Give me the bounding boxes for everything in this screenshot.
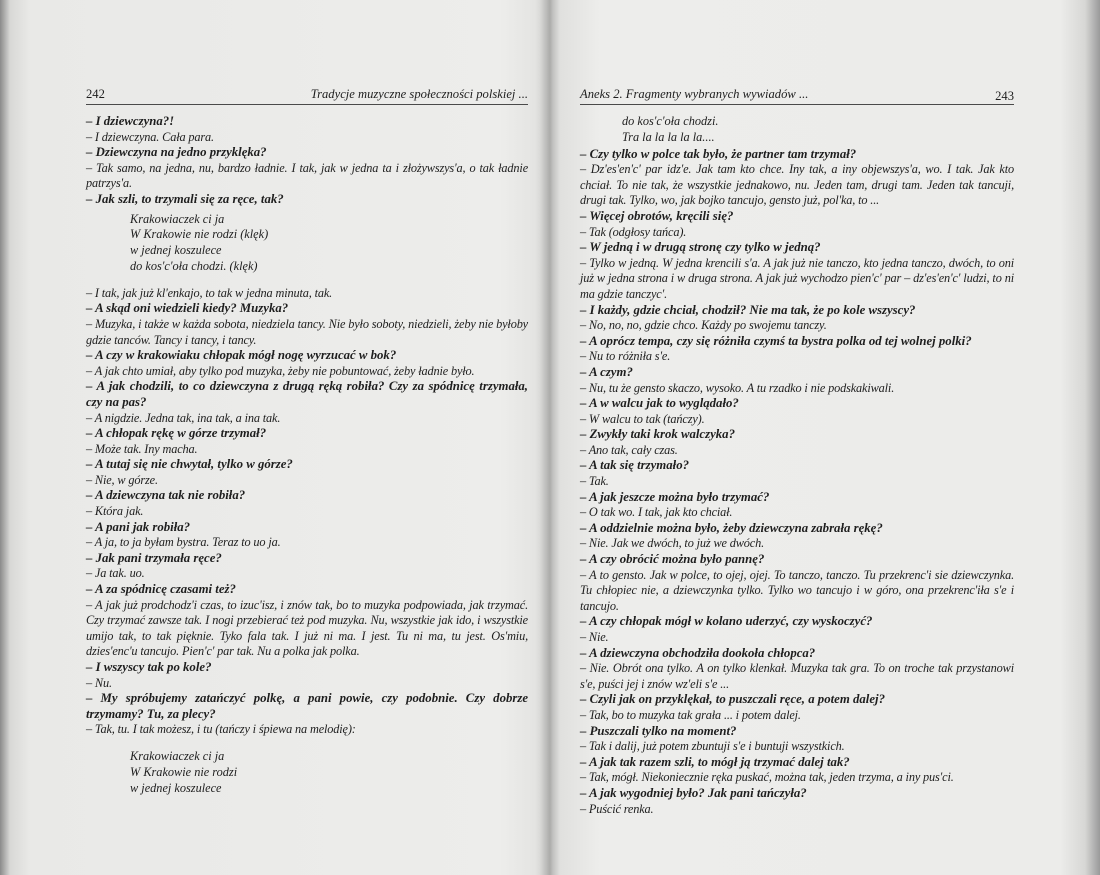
interviewer-question: – A oddzielnie można było, żeby dziewczyna zabrała rękę? <box>580 520 883 535</box>
respondent-answer: – No, no, no, gdzie chco. Każdy po swojemu tanczy. <box>580 318 827 333</box>
interviewer-question: – A dziewczyna obchodziła dookoła chłopca? <box>580 645 816 660</box>
book-gutter <box>540 0 560 875</box>
interviewer-question: – A skąd oni wiedzieli kiedy? Muzyka? <box>86 301 289 316</box>
interviewer-question: – Czy tylko w polce tak było, że partner tam trzymał? <box>580 146 857 161</box>
interviewer-question: – A pani jak robiła? <box>86 519 191 534</box>
respondent-answer: – Ja tak. uo. <box>86 566 145 581</box>
page-header <box>86 86 528 105</box>
interviewer-question: – A czy obrócić można było pannę? <box>580 552 765 567</box>
interviewer-question: – A jak tak razem szli, to mógł ją trzymać dalej tak? <box>580 754 850 769</box>
respondent-answer: – I dziewczyna. Cała para. <box>86 129 214 144</box>
interviewer-question: – Zwykły taki krok walczyka? <box>580 427 735 442</box>
respondent-answer: – Tak, tu. I tak możesz, i tu (tańczy i śpiewa na melodię): <box>86 722 356 737</box>
respondent-answer: – Tak. <box>580 474 609 489</box>
interviewer-question: – Więcej obrotów, kręcili się? <box>580 208 734 223</box>
respondent-answer: – Puścić renka. <box>580 801 654 816</box>
interviewer-question: – A dziewczyna tak nie robiła? <box>86 488 246 503</box>
running-title: Tradycje muzyczne społeczności polskiej ... <box>310 87 528 101</box>
interviewer-question: – A tutaj się nie chwytał, tylko w górze? <box>86 457 293 472</box>
page-body <box>86 114 528 796</box>
respondent-answer: – Dz'es'en'c' par idz'e. Jak tam kto chce. Iny tak, a iny objewszys'a, wo. I tak. Jak kto chciał. To nie tak, że wszystkie jednakowo, nu. Jeden tam, drugi tam. Jeden tak tancuji, drugi tak. Tylko, wo, jak bojko tancujo, gensto już, pol'ka, to ... <box>580 162 1014 208</box>
page-header <box>580 86 1014 105</box>
song-line: Krakowiaczek ci ja <box>130 211 225 226</box>
song-line: W Krakowie nie rodzi <box>130 764 238 779</box>
respondent-answer: – Nu. <box>86 675 112 690</box>
page-body <box>580 114 1014 817</box>
interviewer-question: – A tak się trzymało? <box>580 458 690 473</box>
respondent-answer: – A to gensto. Jak w polce, to ojej, ojej. To tanczo, tanczo. Tu przekrenc'i sie dziewczynka. Tu chłopiec nie, a dziewczynka tylko. Tylko wo tancujo i w góro, ona przekrenc'iła s'e i tancujo. <box>580 567 1014 613</box>
interviewer-question: – A chłopak rękę w górze trzymał? <box>86 426 267 441</box>
song-line: do kos'c'oła chodzi. (klęk) <box>130 258 258 273</box>
page-number: 242 <box>86 87 105 101</box>
respondent-answer: – Nie. Obrót ona tylko. A on tylko klenkał. Muzyka tak gra. To on troche tak przystanowi s'e, puści jej i znów wz'eli s'e ... <box>580 661 1014 691</box>
respondent-answer: – A ja, to ja byłam bystra. Teraz to uo ja. <box>86 535 281 550</box>
left-page <box>0 0 540 875</box>
respondent-answer: – Tak (odgłosy tańca). <box>580 224 687 239</box>
interview-block <box>580 147 1014 818</box>
interviewer-question: – A czym? <box>580 364 633 379</box>
respondent-answer: – I tak, jak już kl'enkajo, to tak w jedna minuta, tak. <box>86 285 333 300</box>
respondent-answer: – Nie. <box>580 630 609 644</box>
respondent-answer: – A nigdzie. Jedna tak, ina tak, a ina tak. <box>86 410 281 425</box>
respondent-answer: – Tak, mógł. Niekoniecznie ręka puskać, można tak, jeden trzyma, a iny pus'ci. <box>580 770 954 785</box>
song-verse <box>86 212 528 275</box>
respondent-answer: – Nu, tu że gensto skaczo, wysoko. A tu rzadko i nie podskakiwali. <box>580 380 895 395</box>
interviewer-question: – A jak jeszcze można było trzymać? <box>580 489 770 504</box>
respondent-answer: – Nie. Jak we dwóch, to już we dwóch. <box>580 536 765 551</box>
song-line: w jednej koszulece <box>130 243 222 258</box>
right-page <box>560 0 1100 875</box>
interviewer-question: – A czy w krakowiaku chłopak mógł nogę wyrzucać w bok? <box>86 348 397 363</box>
song-verse <box>580 114 1014 146</box>
respondent-answer: – Która jak. <box>86 504 144 519</box>
interview-block <box>86 114 528 208</box>
song-verse <box>86 749 528 796</box>
interviewer-question: – I każdy, gdzie chciał, chodził? Nie ma tak, że po kole wszyscy? <box>580 302 916 317</box>
song-line: w jednej koszulece <box>130 780 222 795</box>
interviewer-question: – Puszczali tylko na moment? <box>580 723 737 738</box>
respondent-answer: – Może tak. Iny macha. <box>86 441 198 456</box>
respondent-answer: – A jak chto umiał, aby tylko pod muzyka, żeby nie pobuntować, żeby ładnie było. <box>86 363 475 378</box>
respondent-answer: – Nu to różniła s'e. <box>580 349 671 364</box>
respondent-answer: – Tak, bo to muzyka tak grała ... i potem dalej. <box>580 707 801 722</box>
interviewer-question: – A jak wygodniej było? Jak pani tańczyła? <box>580 785 807 800</box>
interviewer-question: – Jak pani trzymała ręce? <box>86 550 222 565</box>
respondent-answer: – A jak już prodchodz'i czas, to izuc'isz, i znów tak, bo to muzyka podpowiada, jak trzymać. Czy trzymać zawsze tak. I nogi przebierać też pod muzyka. Nu, wszystkie jak ido, i wszystkie umijo tak, to tak pięknie. Tyko fala tak. I już ni ma. I jest. Tu ni ma, tu jest. Os'miu, dzies'enc'u tancujo. Pien'c' par tak. Nu a polka jak polka. <box>86 597 528 659</box>
song-line: W Krakowie nie rodzi (klęk) <box>130 227 269 242</box>
interviewer-question: – I dziewczyna?! <box>86 114 175 128</box>
respondent-answer: – Tylko w jedną. W jedna krencili s'a. A jak już nie tanczo, kto jedna tanczo, dwóch, to oni już w jedna strona i w druga strona. A jak już wychodzo pien'c' par – dz'es'en'c' ludzi, to ni ma gdzie tanczyc'. <box>580 255 1014 301</box>
respondent-answer: – Tak i dalij, już potem zbuntuji s'e i buntuji wszystkich. <box>580 739 845 754</box>
song-line: Krakowiaczek ci ja <box>130 748 225 763</box>
respondent-answer: – Tak samo, na jedna, nu, bardzo ładnie. I tak, jak w jedna ta i złożywszys'a, o tak ładnie patrzys'a. <box>86 160 528 191</box>
interviewer-question: – Dziewczyna na jedno przyklęka? <box>86 145 267 160</box>
running-title: Aneks 2. Fragmenty wybranych wywiadów ... <box>580 87 809 101</box>
interviewer-question: – A jak chodzili, to co dziewczyna z drugą ręką robiła? Czy za spódnicę trzymała, czy na pas? <box>86 379 528 409</box>
page-number: 243 <box>995 89 1014 103</box>
interviewer-question: – A w walcu jak to wyglądało? <box>580 396 739 411</box>
interviewer-question: – Czyli jak on przyklękał, to puszczali ręce, a potem dalej? <box>580 692 885 707</box>
interviewer-question: – A za spódnicę czasami też? <box>86 582 236 597</box>
respondent-answer: – W walcu to tak (tańczy). <box>580 411 705 426</box>
song-line: do kos'c'oła chodzi. <box>622 114 719 128</box>
interviewer-question: – Jak szli, to trzymali się za ręce, tak? <box>86 191 284 206</box>
respondent-answer: – Ano tak, cały czas. <box>580 442 678 457</box>
interviewer-question: – A oprócz tempa, czy się różniła czymś ta bystra polka od tej wolnej polki? <box>580 333 972 348</box>
interviewer-question: – W jedną i w drugą stronę czy tylko w jedną? <box>580 240 821 255</box>
interview-block <box>86 286 528 738</box>
respondent-answer: – Nie, w górze. <box>86 472 158 487</box>
interviewer-question: – I wszyscy tak po kole? <box>86 660 212 674</box>
song-line: Tra la la la la la.... <box>622 129 715 144</box>
interviewer-question: – My spróbujemy zatańczyć polkę, a pani powie, czy podobnie. Czy dobrze trzymamy? Tu, za plecy? <box>86 691 528 721</box>
respondent-answer: – Muzyka, i także w każda sobota, niedziela tancy. Nie było soboty, niedzieli, żeby nie byłoby gdzie tanców. Tancy i tancy, i tancy. <box>86 316 528 347</box>
respondent-answer: – O tak wo. I tak, jak kto chciał. <box>580 505 733 520</box>
interviewer-question: – A czy chłopak mógł w kolano uderzyć, czy wyskoczyć? <box>580 614 873 629</box>
